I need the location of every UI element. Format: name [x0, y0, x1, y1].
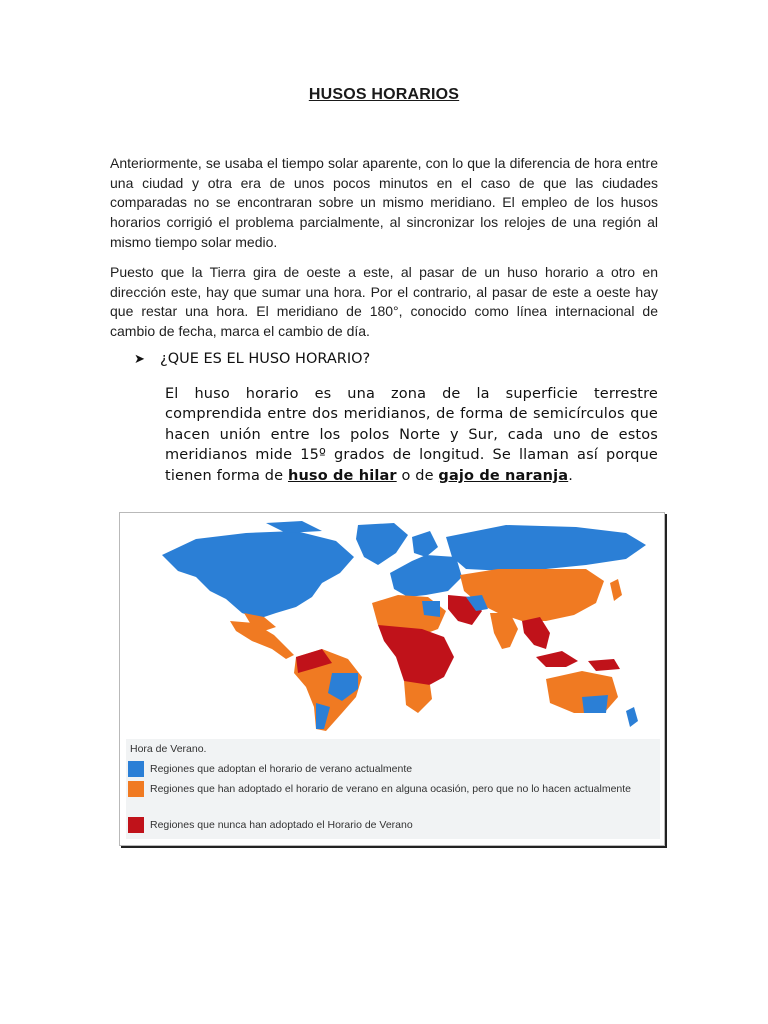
definition-end: . [568, 467, 573, 484]
legend-swatch-blue [128, 761, 144, 777]
dst-map-figure [119, 512, 665, 846]
egypt-blue [422, 601, 440, 617]
definition-connector: o de [396, 467, 439, 484]
new-guinea-red [588, 659, 620, 671]
legend-label-current: Regiones que adoptan el horario de verano actualmente [150, 763, 413, 775]
asia-orange-shape [460, 569, 604, 621]
russia-shape [446, 525, 646, 571]
legend-label-past: Regiones que han adoptado el horario de verano en alguna ocasión, pero que no lo hacen actualmente [150, 783, 632, 795]
legend-swatch-orange [128, 781, 144, 797]
legend-swatch-red [128, 817, 144, 833]
north-america-shape [162, 531, 354, 619]
world-map [126, 517, 660, 740]
southeast-asia-red [522, 617, 550, 649]
europe-shape [390, 555, 462, 597]
australia-blue [582, 695, 608, 713]
term-gajo-de-naranja: gajo de naranja [438, 467, 569, 484]
new-zealand-shape [626, 707, 638, 727]
arrow-bullet-icon: ➤ [134, 352, 145, 367]
japan-shape [610, 579, 622, 601]
india-shape [490, 613, 518, 649]
map-legend [126, 739, 660, 839]
scandinavia-shape [412, 531, 438, 557]
legend-title: Hora de Verano. [130, 743, 207, 755]
definition-text: El huso horario es una zona de la superficie terrestre comprendida entre dos meridianos, de forma de semicírculos que hacen unión entre los polos Norte y Sur, cada uno de estos meridianos mide 15º grados de longitud. Se llaman así porque tienen forma de [165, 386, 658, 484]
paragraph-rotation: Puesto que la Tierra gira de oeste a este, al pasar de un huso horario a otro en dirección este, hay que sumar una hora. Por el contrario, al pasar de este a oeste hay que restar una hora. El meridiano de 180°, conocido como línea internacional de cambio de fecha, marca el cambio de día. [110, 264, 658, 340]
paragraph-intro: Anteriormente, se usaba el tiempo solar aparente, con lo que la diferencia de hora entre una ciudad y otra era de unos pocos minutos en el caso de que las ciudades comparadas no se encontraran sobre un mismo meridiano. El empleo de los husos horarios corrigió el problema parcialmente, al sincronizar los relojes de una región al mismo tiempo solar medio. [110, 155, 658, 250]
arctic-islands-shape [266, 521, 322, 533]
definition-paragraph [165, 384, 658, 486]
bullet-heading [134, 351, 370, 367]
legend-label-never: Regiones que nunca han adoptado el Horario de Verano [150, 819, 413, 831]
page-title: HUSOS HORARIOS [308, 86, 460, 103]
term-huso-de-hilar: huso de hilar [287, 467, 397, 484]
indonesia-red [536, 651, 578, 667]
australia-orange [546, 671, 618, 713]
greenland-shape [356, 523, 408, 565]
world-map-image [126, 517, 660, 739]
africa-south-orange [404, 681, 432, 713]
africa-central-red [378, 625, 454, 689]
bullet-heading-text: ¿QUE ES EL HUSO HORARIO? [160, 351, 371, 367]
